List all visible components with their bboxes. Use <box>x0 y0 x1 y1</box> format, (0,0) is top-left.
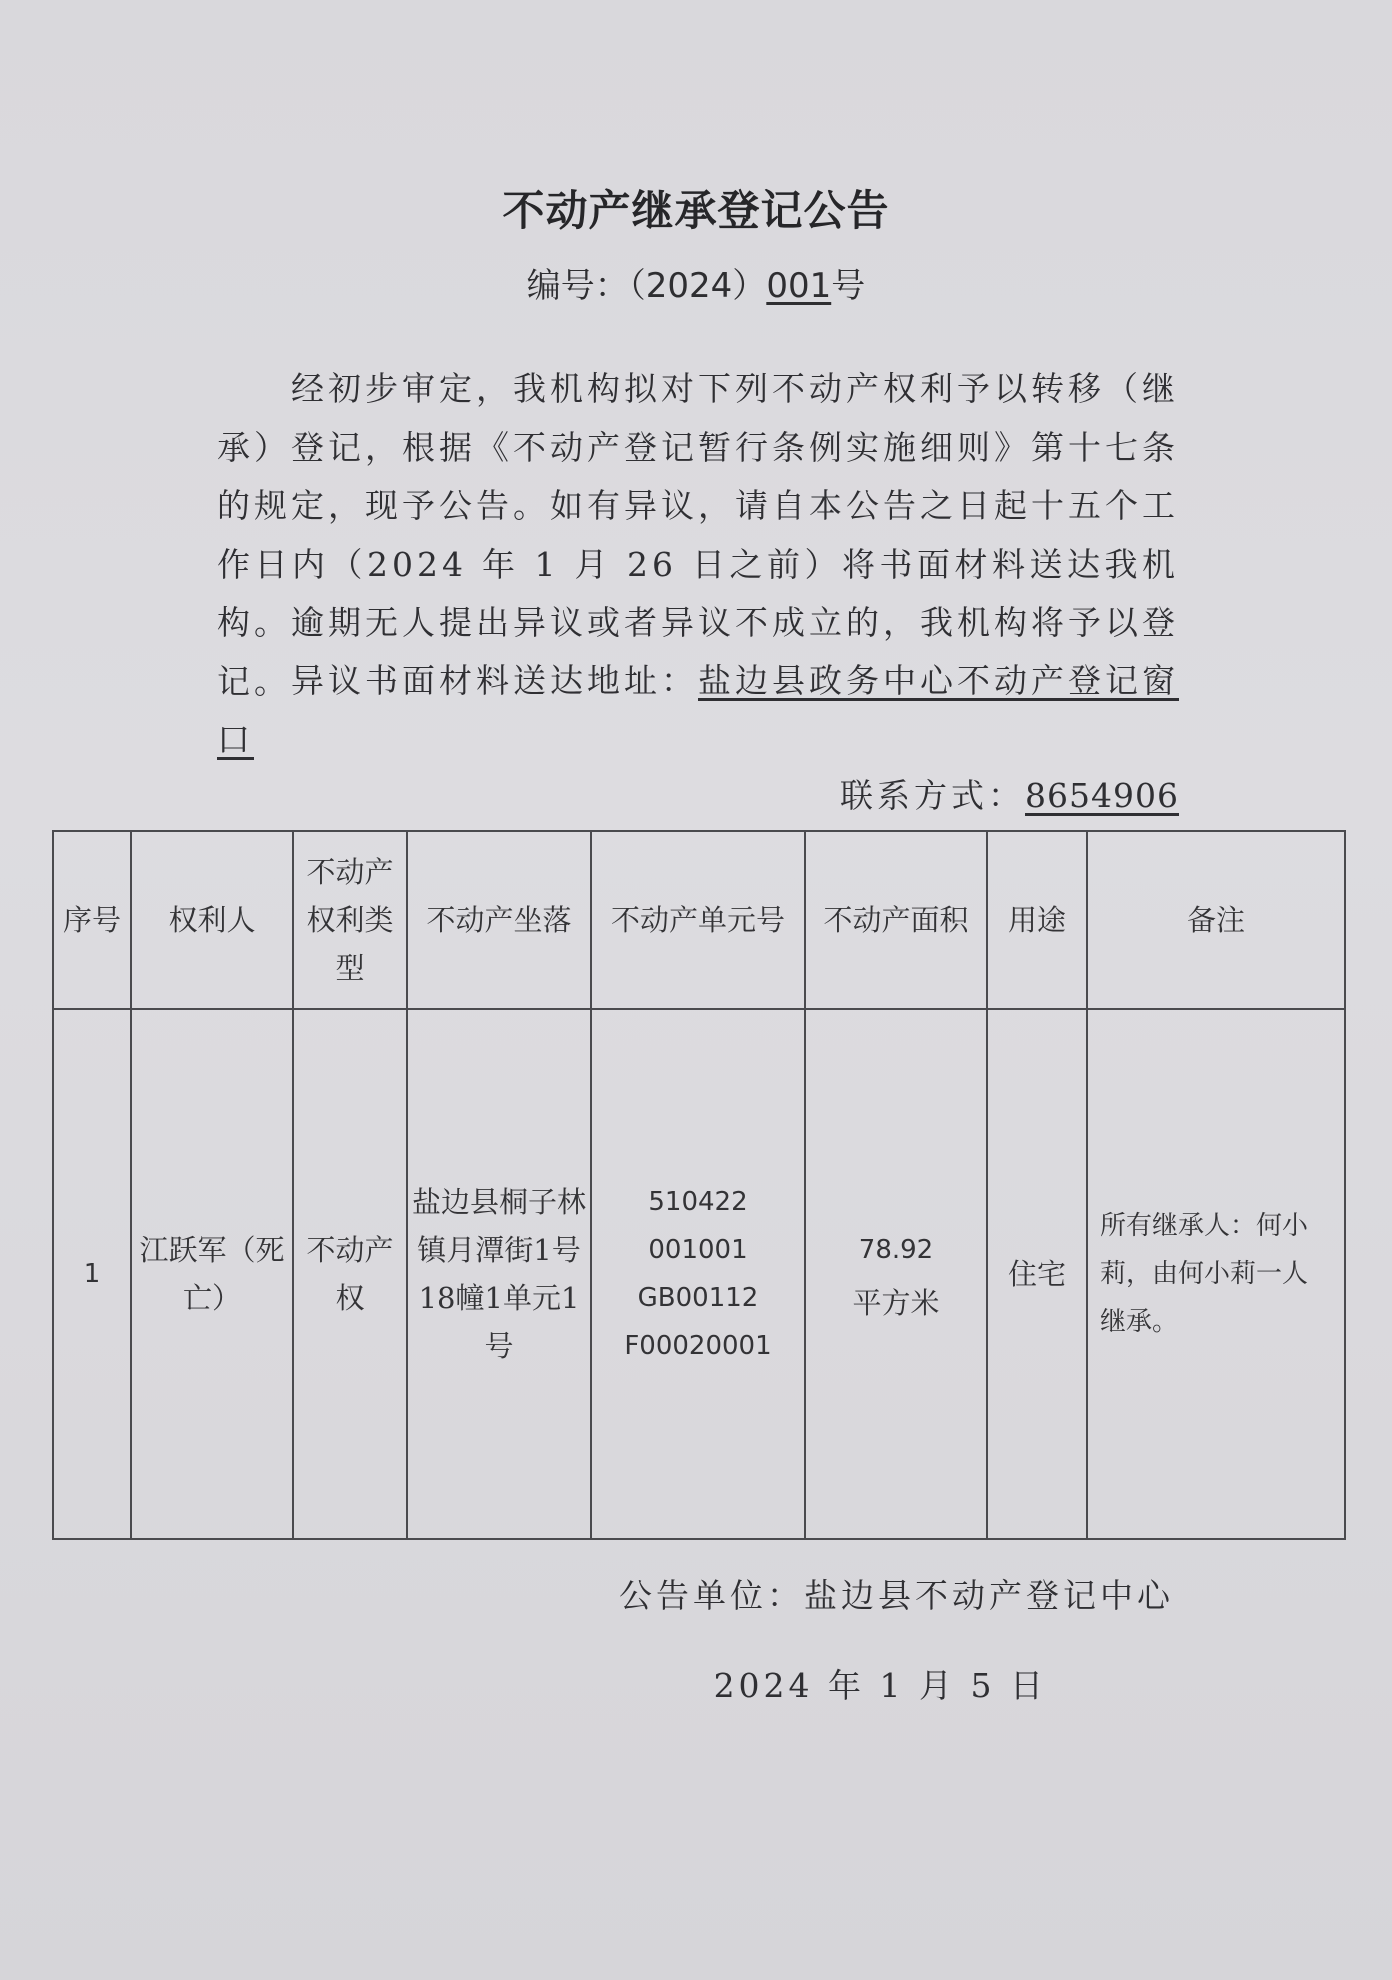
contact-label: 联系方式： <box>840 776 1026 815</box>
page-title: 不动产继承登记公告 <box>502 186 890 235</box>
registration-table <box>52 830 1346 1540</box>
objection-address-label: 异议书面材料送达地址： <box>291 661 698 700</box>
issue-date: 2024 年 1 月 5 日 <box>713 1666 1047 1705</box>
contact-phone: 8654906 <box>1025 776 1179 815</box>
header-holder: 权利人 <box>131 831 293 1009</box>
doc-number-prefix: 编号：（2024） <box>526 266 767 306</box>
header-location: 不动产坐落 <box>407 831 591 1009</box>
header-area: 不动产面积 <box>805 831 987 1009</box>
doc-number-value: 001 <box>766 266 832 306</box>
notice-paragraph-1: 经初步审定，我机构拟对下列不动产权利予以转移（继承）登记，根据《不动产登记暂行条例实施细则》第十七条的规定，现予公告。如有异议，请自本公告之日起十五个工作日内（2024 年 1 月 26 日之前）将书面材料送达我机构。逾期无人提出异议或者异议不成立的，我机构将予以登记。 <box>217 369 1179 701</box>
objection-address: 盐边县政务中心不动产登记窗口 <box>217 661 1179 759</box>
unit-number-line: 001001 <box>648 1235 748 1265</box>
area-unit: 平方米 <box>852 1286 940 1320</box>
header-remark: 备注 <box>1087 831 1345 1009</box>
table-row <box>53 1009 1345 1539</box>
unit-number-line: GB00112 <box>637 1283 759 1313</box>
cell-holder: 江跃军（死亡） <box>131 1009 293 1539</box>
cell-remark: 所有继承人：何小莉，由何小莉一人继承。 <box>1087 1009 1345 1539</box>
cell-index: 1 <box>53 1009 131 1539</box>
area-value: 78.92 <box>858 1235 934 1265</box>
unit-number-line: 510422 <box>648 1187 748 1217</box>
document-number <box>0 258 1392 307</box>
cell-usage: 住宅 <box>987 1009 1087 1539</box>
table-header-row <box>53 831 1345 1009</box>
contact-info <box>840 770 1179 817</box>
header-index: 序号 <box>53 831 131 1009</box>
unit-number-line: F00020001 <box>624 1331 772 1361</box>
header-usage: 用途 <box>987 831 1087 1009</box>
header-unit-number: 不动产单元号 <box>591 831 805 1009</box>
header-right-type: 不动产权利类型 <box>293 831 407 1009</box>
cell-area <box>805 1009 987 1539</box>
issuing-unit: 公告单位：盐边县不动产登记中心 <box>619 1576 1174 1615</box>
cell-unit-number <box>591 1009 805 1539</box>
doc-number-suffix: 号 <box>831 266 866 306</box>
cell-location: 盐边县桐子林镇月潭街1号18幢1单元1号 <box>407 1009 591 1539</box>
cell-right-type: 不动产权 <box>293 1009 407 1539</box>
objection-address-paragraph <box>217 652 1179 769</box>
